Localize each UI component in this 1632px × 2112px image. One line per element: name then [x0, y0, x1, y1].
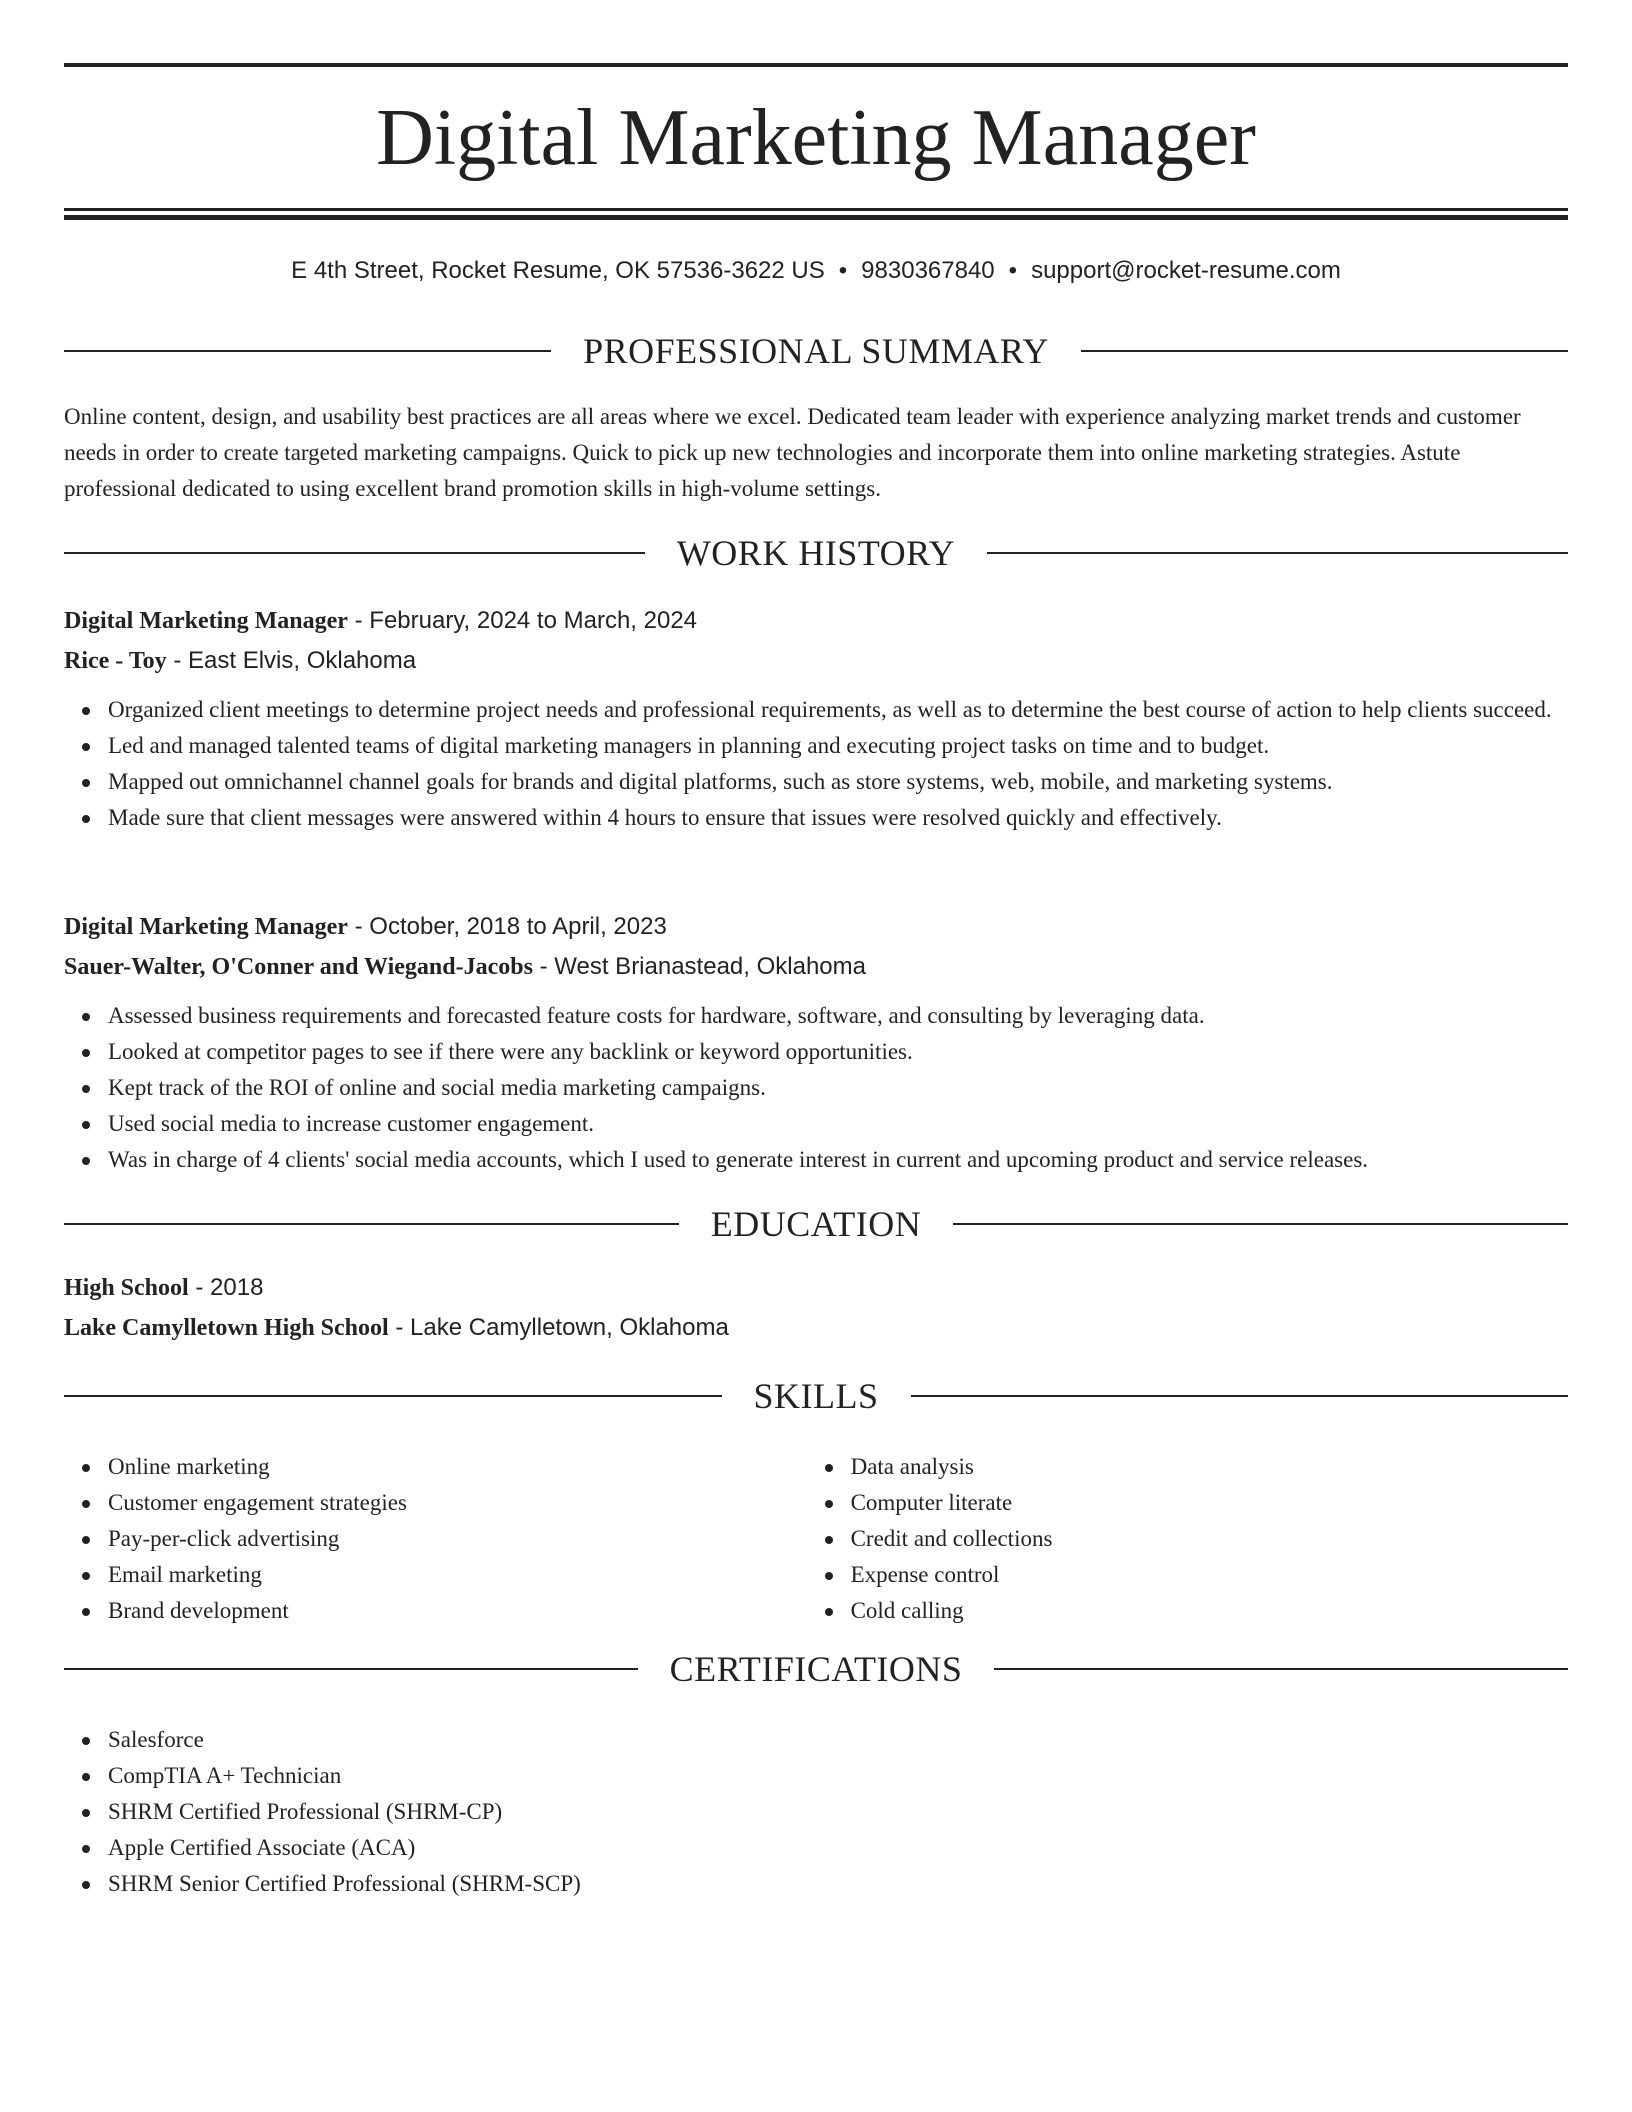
education-year: - 2018: [188, 1274, 264, 1301]
skill-item: Credit and collections: [851, 1521, 1568, 1557]
job-company: Rice - Toy: [64, 648, 167, 674]
job-location: - West Brianastead, Oklahoma: [532, 953, 866, 980]
heading-rule-left: [64, 552, 645, 554]
heading-rule-left: [64, 1395, 722, 1397]
heading-rule-left: [64, 350, 551, 352]
education-school-line: [64, 1308, 1568, 1348]
contact-email: support@rocket-resume.com: [1031, 257, 1341, 284]
job-bullets: [64, 998, 1568, 1178]
job-company: Sauer-Walter, O'Conner and Wiegand-Jacobs: [64, 954, 533, 980]
list-item: Assessed business requirements and forecasted feature costs for hardware, software, and consulting by leveraging data.: [108, 998, 1568, 1034]
job-entry: [64, 601, 1568, 836]
skill-item: Online marketing: [108, 1449, 807, 1485]
certification-item: Salesforce: [108, 1722, 1568, 1758]
resume-title: Digital Marketing Manager: [376, 94, 1256, 182]
education-degree: High School: [64, 1275, 189, 1301]
certification-item: CompTIA A+ Technician: [108, 1758, 1568, 1794]
heading-rule-right: [1081, 350, 1568, 352]
contact-line: [64, 254, 1568, 288]
skill-item: Cold calling: [851, 1593, 1568, 1629]
job-location: - East Elvis, Oklahoma: [166, 647, 417, 674]
job-title-line: [64, 907, 1568, 947]
list-item: Made sure that client messages were answered within 4 hours to ensure that issues were resolved quickly and effectively.: [108, 800, 1568, 836]
contact-phone: 9830367840: [861, 257, 995, 284]
section-heading-education: [64, 1202, 1568, 1246]
section-title: PROFESSIONAL SUMMARY: [583, 331, 1049, 371]
heading-rule-left: [64, 1223, 679, 1225]
section-heading-summary: [64, 329, 1568, 373]
education-degree-line: [64, 1268, 1568, 1308]
heading-rule-right: [953, 1223, 1568, 1225]
heading-rule-right: [987, 552, 1568, 554]
section-heading-work-history: [64, 531, 1568, 575]
skill-item: Computer literate: [851, 1485, 1568, 1521]
job-bullets: [64, 692, 1568, 836]
skill-item: Expense control: [851, 1557, 1568, 1593]
title-rule-upper: [64, 208, 1568, 211]
certification-item: SHRM Certified Professional (SHRM-CP): [108, 1794, 1568, 1830]
skills-column-right: [807, 1449, 1568, 1629]
job-title-line: [64, 601, 1568, 641]
contact-separator: •: [1008, 257, 1018, 284]
job-title: Digital Marketing Manager: [64, 914, 348, 940]
section-title: CERTIFICATIONS: [669, 1649, 963, 1689]
skill-item: Brand development: [108, 1593, 807, 1629]
skill-item: Data analysis: [851, 1449, 1568, 1485]
list-item: Looked at competitor pages to see if there were any backlink or keyword opportunities.: [108, 1034, 1568, 1070]
list-item: Mapped out omnichannel channel goals for brands and digital platforms, such as store systems, web, mobile, and marketing systems.: [108, 764, 1568, 800]
job-title: Digital Marketing Manager: [64, 608, 348, 634]
education-entry: [64, 1268, 1568, 1348]
contact-separator: •: [838, 257, 848, 284]
skill-item: Email marketing: [108, 1557, 807, 1593]
section-title: WORK HISTORY: [676, 533, 956, 573]
contact-address: E 4th Street, Rocket Resume, OK 57536-3622 US: [291, 257, 825, 284]
education-location: - Lake Camylletown, Oklahoma: [388, 1314, 729, 1341]
job-company-line: [64, 641, 1568, 681]
education-school: Lake Camylletown High School: [64, 1315, 389, 1341]
list-item: Used social media to increase customer engagement.: [108, 1106, 1568, 1142]
section-title: SKILLS: [753, 1376, 879, 1416]
list-item: Organized client meetings to determine project needs and professional requirements, as well as to determine the best course of action to help clients succeed.: [108, 692, 1568, 728]
section-heading-certifications: [64, 1647, 1568, 1691]
job-entry: [64, 907, 1568, 1178]
top-rule: [64, 63, 1568, 67]
section-title: EDUCATION: [710, 1204, 922, 1244]
section-heading-skills: [64, 1374, 1568, 1418]
title-rule-lower: [64, 215, 1568, 220]
heading-rule-left: [64, 1668, 638, 1670]
job-company-line: [64, 947, 1568, 987]
skills-grid: [64, 1449, 1568, 1629]
certifications-list: [64, 1722, 1568, 1902]
heading-rule-right: [911, 1395, 1569, 1397]
certification-item: SHRM Senior Certified Professional (SHRM-SCP): [108, 1866, 1568, 1902]
skill-item: Pay-per-click advertising: [108, 1521, 807, 1557]
certification-item: Apple Certified Associate (ACA): [108, 1830, 1568, 1866]
skill-item: Customer engagement strategies: [108, 1485, 807, 1521]
job-dates: - February, 2024 to March, 2024: [347, 607, 698, 634]
job-dates: - October, 2018 to April, 2023: [347, 913, 667, 940]
list-item: Kept track of the ROI of online and social media marketing campaigns.: [108, 1070, 1568, 1106]
list-item: Was in charge of 4 clients' social media accounts, which I used to generate interest in current and upcoming product and service releases.: [108, 1142, 1568, 1178]
skills-column-left: [64, 1449, 807, 1629]
list-item: Led and managed talented teams of digital marketing managers in planning and executing project tasks on time and to budget.: [108, 728, 1568, 764]
summary-text: Online content, design, and usability best practices are all areas where we excel. Dedicated team leader with experience analyzing market trends and customer needs in order to create targeted marketing campaigns. Quick to pick up new technologies and incorporate them into online marketing strategies. Astute professional dedicated to using excellent brand promotion skills in high-volume settings.: [64, 404, 1521, 501]
heading-rule-right: [994, 1668, 1568, 1670]
